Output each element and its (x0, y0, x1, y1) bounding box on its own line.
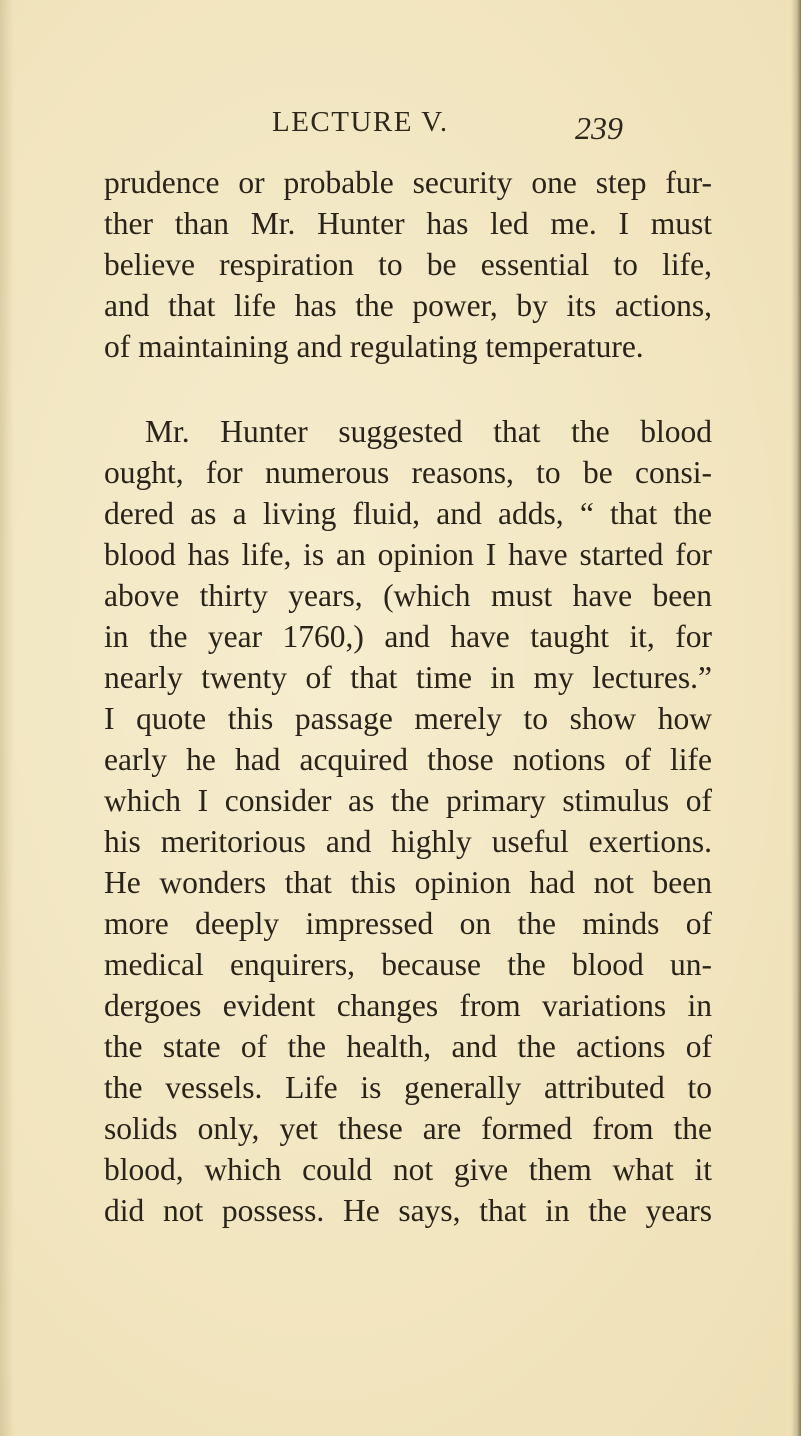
text-line: blood has life, is an opinion I have started for (104, 537, 712, 572)
text-line: prudence or probable security one step fur- (104, 165, 712, 200)
text-line: early he had acquired those notions of life (104, 742, 712, 777)
page-number: 239 (575, 110, 623, 146)
page-edge-shadow (791, 0, 801, 1436)
text-line: above thirty years, (which must have been (104, 578, 712, 613)
text-line: solids only, yet these are formed from the (104, 1111, 712, 1146)
text-line: believe respiration to be essential to life, (104, 247, 712, 282)
text-line: He wonders that this opinion had not been (104, 865, 712, 900)
text-line: ought, for numerous reasons, to be consi- (104, 455, 712, 490)
text-line: in the year 1760,) and have taught it, for (104, 619, 712, 654)
text-line: did not possess. He says, that in the years (104, 1193, 712, 1228)
text-line: dergoes evident changes from variations in (104, 988, 712, 1023)
text-line: nearly twenty of that time in my lectures.” (104, 660, 712, 695)
text-line: blood, which could not give them what it (104, 1152, 712, 1187)
text-line: the state of the health, and the actions of (104, 1029, 712, 1064)
text-line: and that life has the power, by its actions, (104, 288, 712, 323)
text-line: his meritorious and highly useful exertions. (104, 824, 712, 859)
running-head: LECTURE V. (272, 106, 449, 138)
text-line: Mr. Hunter suggested that the blood (145, 414, 712, 449)
text-line: dered as a living fluid, and adds, “ that the (104, 496, 712, 531)
page-gutter-shadow (0, 0, 14, 1436)
page-header (0, 96, 801, 146)
text-line: more deeply impressed on the minds of (104, 906, 712, 941)
text-line: the vessels. Life is generally attributed to (104, 1070, 712, 1105)
text-line: I quote this passage merely to show how (104, 701, 712, 736)
text-line: of maintaining and regulating temperature. (104, 329, 644, 364)
text-line: medical enquirers, because the blood un- (104, 947, 712, 982)
text-line: which I consider as the primary stimulus of (104, 783, 712, 818)
text-line: ther than Mr. Hunter has led me. I must (104, 206, 712, 241)
